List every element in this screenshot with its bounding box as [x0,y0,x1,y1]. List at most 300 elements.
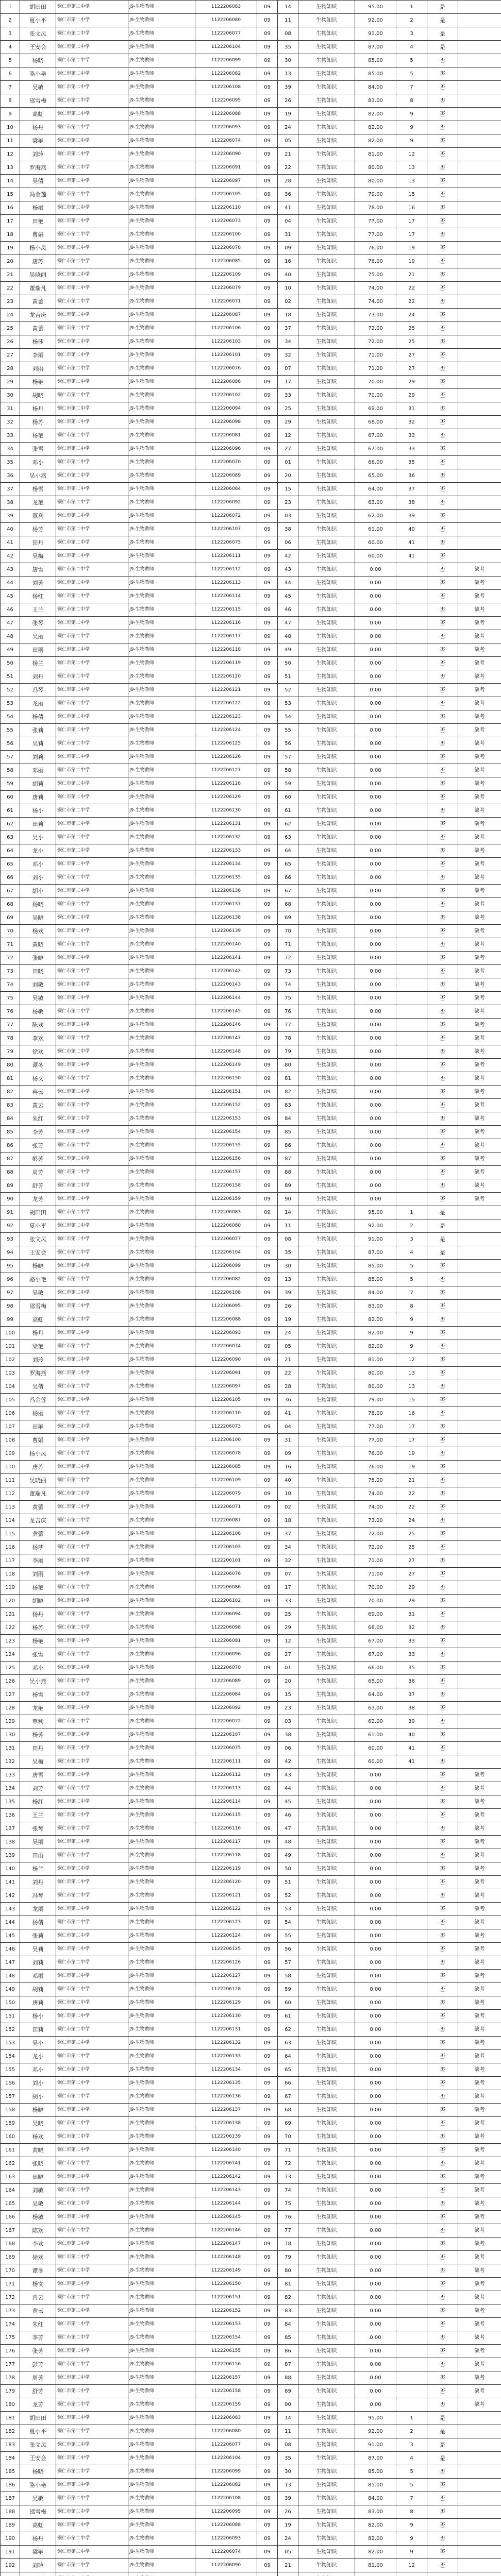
row-exam-number: 1122206070 [195,1662,257,1675]
row-major: J9-生物教师 [128,376,195,389]
row-subject: 生物知识 [298,2251,355,2264]
row-score: 64.00 [355,483,396,496]
row-major: J9-生物教师 [128,2532,195,2546]
table-row [1,134,501,148]
row-score: 0.00 [355,590,396,603]
row-remark [458,1206,501,1219]
row-index: 182 [1,2425,20,2438]
row-subject: 生物知识 [298,1970,355,1983]
row-exam-number: 1122206108 [195,81,257,94]
row-rank [396,603,427,617]
row-school: 铜仁市第二中学 [56,1139,128,1153]
table-row [1,1903,501,1916]
row-index: 98 [1,1300,20,1313]
row-rank: 25 [396,1541,427,1554]
table-row [1,1166,501,1179]
row-exam-number: 1122206144 [195,992,257,1005]
row-subject: 生物知识 [298,161,355,175]
row-remark: 缺考 [458,1045,501,1059]
row-exam-number: 1122206110 [195,1407,257,1420]
row-subject: 生物知识 [298,978,355,992]
row-major: J9-生物教师 [128,2130,195,2144]
row-seat: 19 [278,1313,298,1327]
row-rank: 9 [396,1340,427,1353]
row-rank [396,737,427,751]
row-interview: 否 [427,1755,458,1769]
row-index: 23 [1,295,20,309]
row-index: 99 [1,1313,20,1327]
row-score: 0.00 [355,1916,396,1929]
row-index: 140 [1,1862,20,1876]
row-subject: 生物知识 [298,2050,355,2063]
row-major: J9-生物教师 [128,1340,195,1353]
row-rank: 39 [396,510,427,523]
row-room: 09 [257,1849,278,1862]
row-rank [396,2130,427,2144]
row-school: 铜仁市第二中学 [56,1072,128,1086]
row-room: 09 [257,2438,278,2452]
row-seat: 50 [278,1862,298,1876]
row-subject: 生物知识 [298,1286,355,1300]
row-school: 铜仁市第二中学 [56,335,128,349]
table-row [1,978,501,992]
row-major: J9-生物教师 [128,1862,195,1876]
row-exam-number: 1122206101 [195,349,257,362]
row-exam-number: 1122206092 [195,1702,257,1715]
row-exam-number: 1122206116 [195,617,257,630]
table-row [1,1916,501,1929]
row-major: J9-生物教师 [128,2465,195,2479]
row-interview: 否 [427,670,458,684]
row-subject: 生物知识 [298,2130,355,2144]
row-score: 0.00 [355,952,396,965]
row-room: 09 [257,2358,278,2371]
row-score: 60.00 [355,550,396,563]
row-major: J9-生物教师 [128,2398,195,2412]
row-major: J9-生物教师 [128,2077,195,2090]
row-name: 杨欢 [20,2130,56,2144]
row-index: 19 [1,242,20,255]
row-score: 77.00 [355,1434,396,1447]
row-index: 18 [1,228,20,242]
row-index: 39 [1,510,20,523]
row-name: 彭芳 [20,1153,56,1166]
row-school: 铜仁市第二中学 [56,1487,128,1501]
table-row [1,1434,501,1447]
row-school: 铜仁市第二中学 [56,885,128,898]
row-major: J9-生物教师 [128,335,195,349]
row-seat: 61 [278,804,298,818]
row-seat: 35 [278,2452,298,2465]
row-exam-number: 1122206140 [195,938,257,952]
row-subject: 生物知识 [298,898,355,911]
row-interview: 否 [427,1313,458,1327]
row-exam-number: 1122206103 [195,1541,257,1554]
table-row [1,1447,501,1461]
row-index: 183 [1,2438,20,2452]
row-score: 0.00 [355,2291,396,2304]
row-major: J9-生物教师 [128,1193,195,1206]
row-major: J9-生物教师 [128,349,195,362]
row-remark [458,108,501,121]
row-score: 80.00 [355,1380,396,1394]
table-row [1,1862,501,1876]
row-room: 09 [257,1246,278,1260]
table-row [1,1702,501,1715]
row-name: 曹娟 [20,1434,56,1447]
row-subject: 生物知识 [298,1809,355,1822]
table-row [1,2358,501,2371]
row-seat: 21 [278,1353,298,1367]
row-index: 166 [1,2211,20,2224]
row-school: 铜仁市第二中学 [56,1286,128,1300]
row-exam-number: 1122206075 [195,536,257,550]
row-subject: 生物知识 [298,1554,355,1568]
row-major: J9-生物教师 [128,1983,195,1996]
table-row [1,1153,501,1166]
row-seat: 08 [278,1233,298,1246]
row-school: 铜仁市第二中学 [56,1219,128,1233]
row-exam-number: 1122206099 [195,2465,257,2479]
row-subject: 生物知识 [298,362,355,376]
table-row [1,2412,501,2425]
row-room: 09 [257,777,278,791]
row-rank [396,2184,427,2197]
row-subject: 生物知识 [298,1072,355,1086]
row-subject: 生物知识 [298,2278,355,2291]
row-seat: 07 [278,362,298,376]
row-score: 0.00 [355,2318,396,2331]
row-room: 09 [257,1943,278,1956]
table-row [1,1233,501,1246]
row-score: 0.00 [355,938,396,952]
row-seat: 65 [278,2063,298,2077]
row-major: J9-生物教师 [128,2224,195,2238]
row-remark: 缺考 [458,2264,501,2278]
row-room: 09 [257,1005,278,1019]
row-room: 09 [257,965,278,978]
row-school: 铜仁市第二中学 [56,577,128,590]
row-exam-number: 1122206112 [195,1769,257,1782]
row-score: 0.00 [355,925,396,938]
row-exam-number: 1122206078 [195,242,257,255]
row-rank: 1 [396,1206,427,1219]
row-rank: 5 [396,54,427,67]
row-seat: 02 [278,1501,298,1514]
row-exam-number: 1122206074 [195,2546,257,2559]
row-name: 高虹 [20,1313,56,1327]
row-index: 55 [1,724,20,737]
row-room: 09 [257,1769,278,1782]
row-seat: 03 [278,1715,298,1728]
row-major: J9-生物教师 [128,1608,195,1621]
row-interview: 否 [427,1782,458,1795]
row-room: 09 [257,992,278,1005]
row-rank: 9 [396,134,427,148]
row-interview: 否 [427,577,458,590]
row-remark [458,2492,501,2505]
row-subject: 生物知识 [298,2452,355,2465]
row-seat: 32 [278,349,298,362]
row-remark [458,1,501,14]
row-score: 68.00 [355,1621,396,1635]
row-room: 09 [257,710,278,724]
row-score: 63.00 [355,1702,396,1715]
row-seat: 78 [278,2238,298,2251]
row-school: 铜仁市第二中学 [56,1407,128,1420]
row-interview: 否 [427,1019,458,1032]
row-score: 82.00 [355,1327,396,1340]
row-seat: 20 [278,1675,298,1688]
row-school: 铜仁市第二中学 [56,2546,128,2559]
row-rank [396,2050,427,2063]
row-index: 146 [1,1943,20,1956]
row-interview: 否 [427,1715,458,1728]
table-row [1,1461,501,1474]
row-subject: 生物知识 [298,2184,355,2197]
row-room: 09 [257,724,278,737]
row-subject: 生物知识 [298,2291,355,2304]
row-index: 165 [1,2197,20,2211]
row-exam-number: 1122206134 [195,2063,257,2077]
row-index: 73 [1,965,20,978]
table-row [1,1795,501,1809]
table-row [1,2077,501,2090]
row-score: 0.00 [355,737,396,751]
row-exam-number: 1122206135 [195,871,257,885]
row-seat: 12 [278,429,298,443]
row-name: 杨文 [20,2278,56,2291]
table-row [1,2171,501,2184]
row-remark [458,1233,501,1246]
row-room: 09 [257,1126,278,1139]
row-major: J9-生物教师 [128,1045,195,1059]
row-school: 铜仁市第二中学 [56,1755,128,1769]
row-score: 0.00 [355,2331,396,2345]
row-subject: 生物知识 [298,1728,355,1742]
row-room: 09 [257,858,278,871]
row-score: 67.00 [355,443,396,456]
row-seat: 18 [278,1514,298,1528]
row-school: 铜仁市第二中学 [56,1595,128,1608]
row-rank [396,1193,427,1206]
row-seat: 36 [278,188,298,201]
row-index: 91 [1,1206,20,1219]
row-subject: 生物知识 [298,643,355,657]
row-exam-number: 1122206154 [195,2331,257,2345]
row-remark: 缺考 [458,2037,501,2050]
row-name: 杨晓 [20,2104,56,2117]
row-subject: 生物知识 [298,911,355,925]
row-exam-number: 1122206076 [195,362,257,376]
row-score: 75.00 [355,268,396,282]
row-score: 0.00 [355,577,396,590]
row-exam-number: 1122206079 [195,1487,257,1501]
row-score: 91.00 [355,27,396,41]
row-remark: 缺考 [458,737,501,751]
row-interview: 否 [427,871,458,885]
row-exam-number: 1122206086 [195,376,257,389]
row-index: 161 [1,2144,20,2157]
row-interview: 否 [427,1728,458,1742]
row-rank [396,2090,427,2104]
row-exam-number: 1122206130 [195,2010,257,2023]
row-major: J9-生物教师 [128,2157,195,2171]
row-major: J9-生物教师 [128,67,195,81]
table-row [1,670,501,684]
row-room: 09 [257,550,278,563]
row-index: 106 [1,1407,20,1420]
row-score: 0.00 [355,1059,396,1072]
row-index: 190 [1,2532,20,2546]
row-room: 09 [257,2345,278,2358]
row-name: 杨艳 [20,1635,56,1648]
table-row [1,1487,501,1501]
row-name: 杨丽 [20,1407,56,1420]
row-name: 杨莎 [20,335,56,349]
row-index: 69 [1,911,20,925]
row-room: 09 [257,2559,278,2572]
row-major: J9-生物教师 [128,630,195,643]
row-score: 0.00 [355,751,396,764]
row-score: 66.00 [355,1662,396,1675]
row-score: 0.00 [355,2090,396,2104]
row-rank [396,1179,427,1193]
row-seat: 57 [278,751,298,764]
table-row [1,1849,501,1862]
row-subject: 生物知识 [298,2104,355,2117]
row-name: 胡小 [20,885,56,898]
row-exam-number: 1122206098 [195,1621,257,1635]
row-interview: 否 [427,2559,458,2572]
row-rank: 31 [396,1608,427,1621]
row-school: 铜仁市第二中学 [56,1126,128,1139]
row-score: 62.00 [355,510,396,523]
row-score: 0.00 [355,630,396,643]
row-name: 杨芳 [20,1728,56,1742]
row-interview: 否 [427,925,458,938]
row-subject: 生物知识 [298,1461,355,1474]
row-index: 132 [1,1755,20,1769]
row-seat: 41 [278,201,298,215]
row-remark [458,148,501,161]
row-seat: 32 [278,1554,298,1568]
row-school: 铜仁市第二中学 [56,2023,128,2037]
row-interview: 否 [427,228,458,242]
row-exam-number: 1122206091 [195,161,257,175]
row-score: 65.00 [355,1675,396,1688]
row-school: 铜仁市第二中学 [56,2130,128,2144]
row-index: 127 [1,1688,20,1702]
row-school: 铜仁市第二中学 [56,2037,128,2050]
row-room: 09 [257,215,278,228]
row-school: 铜仁市第二中学 [56,1943,128,1956]
table-row [1,1206,501,1219]
row-index: 120 [1,1595,20,1608]
row-room: 09 [257,2090,278,2104]
row-index: 187 [1,2492,20,2505]
row-school: 铜仁市第二中学 [56,603,128,617]
row-major: J9-生物教师 [128,282,195,295]
row-school: 铜仁市第二中学 [56,469,128,483]
row-seat: 88 [278,2371,298,2385]
row-major: J9-生物教师 [128,858,195,871]
row-name: 胡晓 [20,389,56,402]
row-name: 邵雪梅 [20,94,56,108]
row-subject: 生物知识 [298,737,355,751]
row-subject: 生物知识 [298,14,355,27]
row-rank [396,1153,427,1166]
row-seat: 74 [278,978,298,992]
row-subject: 生物知识 [298,1514,355,1528]
row-name: 黄晓 [20,2144,56,2157]
row-name: 张雪 [20,443,56,456]
row-remark [458,376,501,389]
row-room: 09 [257,1929,278,1943]
row-name: 龙芳 [20,1193,56,1206]
row-rank: 29 [396,376,427,389]
row-score: 73.00 [355,309,396,322]
row-index: 163 [1,2171,20,2184]
table-row [1,309,501,322]
row-name: 徐欢 [20,1045,56,1059]
row-major: J9-生物教师 [128,1675,195,1688]
row-interview: 否 [427,282,458,295]
row-major: J9-生物教师 [128,1246,195,1260]
row-interview: 否 [427,1862,458,1876]
row-exam-number: 1122206121 [195,684,257,697]
row-remark [458,1662,501,1675]
row-rank: 29 [396,1595,427,1608]
row-exam-number: 1122206127 [195,764,257,777]
row-index: 77 [1,1019,20,1032]
row-index: 177 [1,2358,20,2371]
row-seat: 42 [278,1755,298,1769]
table-row [1,1675,501,1688]
row-remark [458,2519,501,2532]
table-row [1,1501,501,1514]
row-seat: 15 [278,1688,298,1702]
row-major: J9-生物教师 [128,1568,195,1581]
row-name: 杨晓 [20,1260,56,1273]
row-rank [396,2238,427,2251]
row-room: 09 [257,322,278,335]
row-school: 铜仁市第二中学 [56,2291,128,2304]
row-school: 铜仁市第二中学 [56,349,128,362]
row-index: 94 [1,1246,20,1260]
table-row [1,1648,501,1662]
row-remark [458,1300,501,1313]
row-name: 冯金莲 [20,188,56,201]
row-room: 09 [257,1166,278,1179]
row-school: 铜仁市第二中学 [56,1,128,14]
row-interview: 否 [427,657,458,670]
row-seat: 34 [278,335,298,349]
row-name: 谭冬 [20,2264,56,2278]
row-rank [396,777,427,791]
row-name: 胡田田 [20,1206,56,1219]
row-seat: 16 [278,1461,298,1474]
table-row [1,858,501,871]
row-subject: 生物知识 [298,1795,355,1809]
row-remark: 缺考 [458,2077,501,2090]
row-score: 72.00 [355,1541,396,1554]
row-interview: 否 [427,952,458,965]
row-score: 60.00 [355,1755,396,1769]
row-major: J9-生物教师 [128,1394,195,1407]
row-school: 铜仁市第二中学 [56,1434,128,1447]
row-remark [458,41,501,54]
